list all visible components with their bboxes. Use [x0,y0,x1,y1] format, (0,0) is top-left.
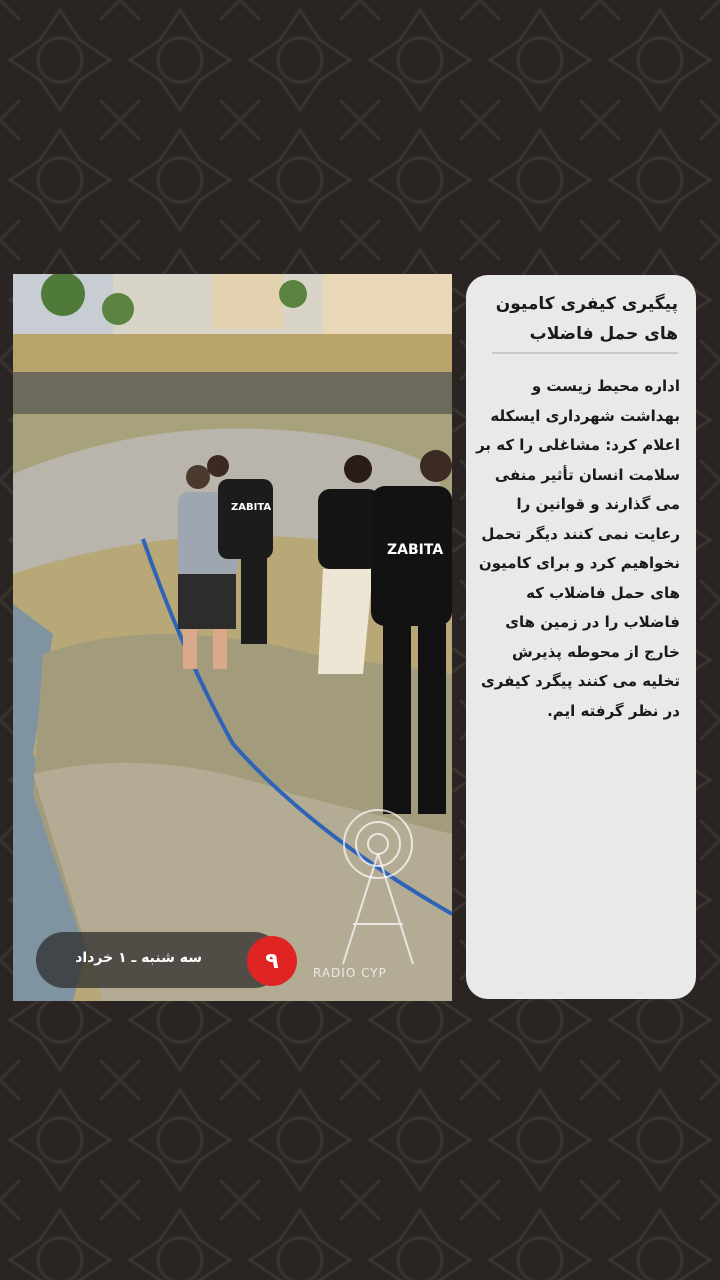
logo-glyph: ٩ [265,948,279,974]
shirt-text-2: ZABITA [387,542,444,558]
watermark-text: RADIO CYP [313,966,387,980]
news-photo [13,274,452,1001]
channel-logo-icon [247,936,297,986]
title-divider [492,352,678,354]
news-title: پیگیری کیفری کامیون های حمل فاضلاب [495,294,678,344]
news-card [466,275,696,999]
date-label: سه شنبه ـ ۱ خرداد [75,950,202,966]
news-body: اداره محیط زیست و بهداشت شهرداری ایسکله اعلام کرد: مشاغلی را که بر سلامت انسان تأثیر منفی می گذارند و قوانین را رعایت نمی کنند دیگر تحمل نخواهیم کرد و برای کامیون های حمل فاضلاب که فاضلاب را در زمین های خارج از محوطه پذیرش تخلیه می کنند پیگرد کیفری در نظر گرفته ایم. [476,377,680,720]
shirt-text-1: ZABITA [231,502,272,513]
date-badge [36,932,282,988]
